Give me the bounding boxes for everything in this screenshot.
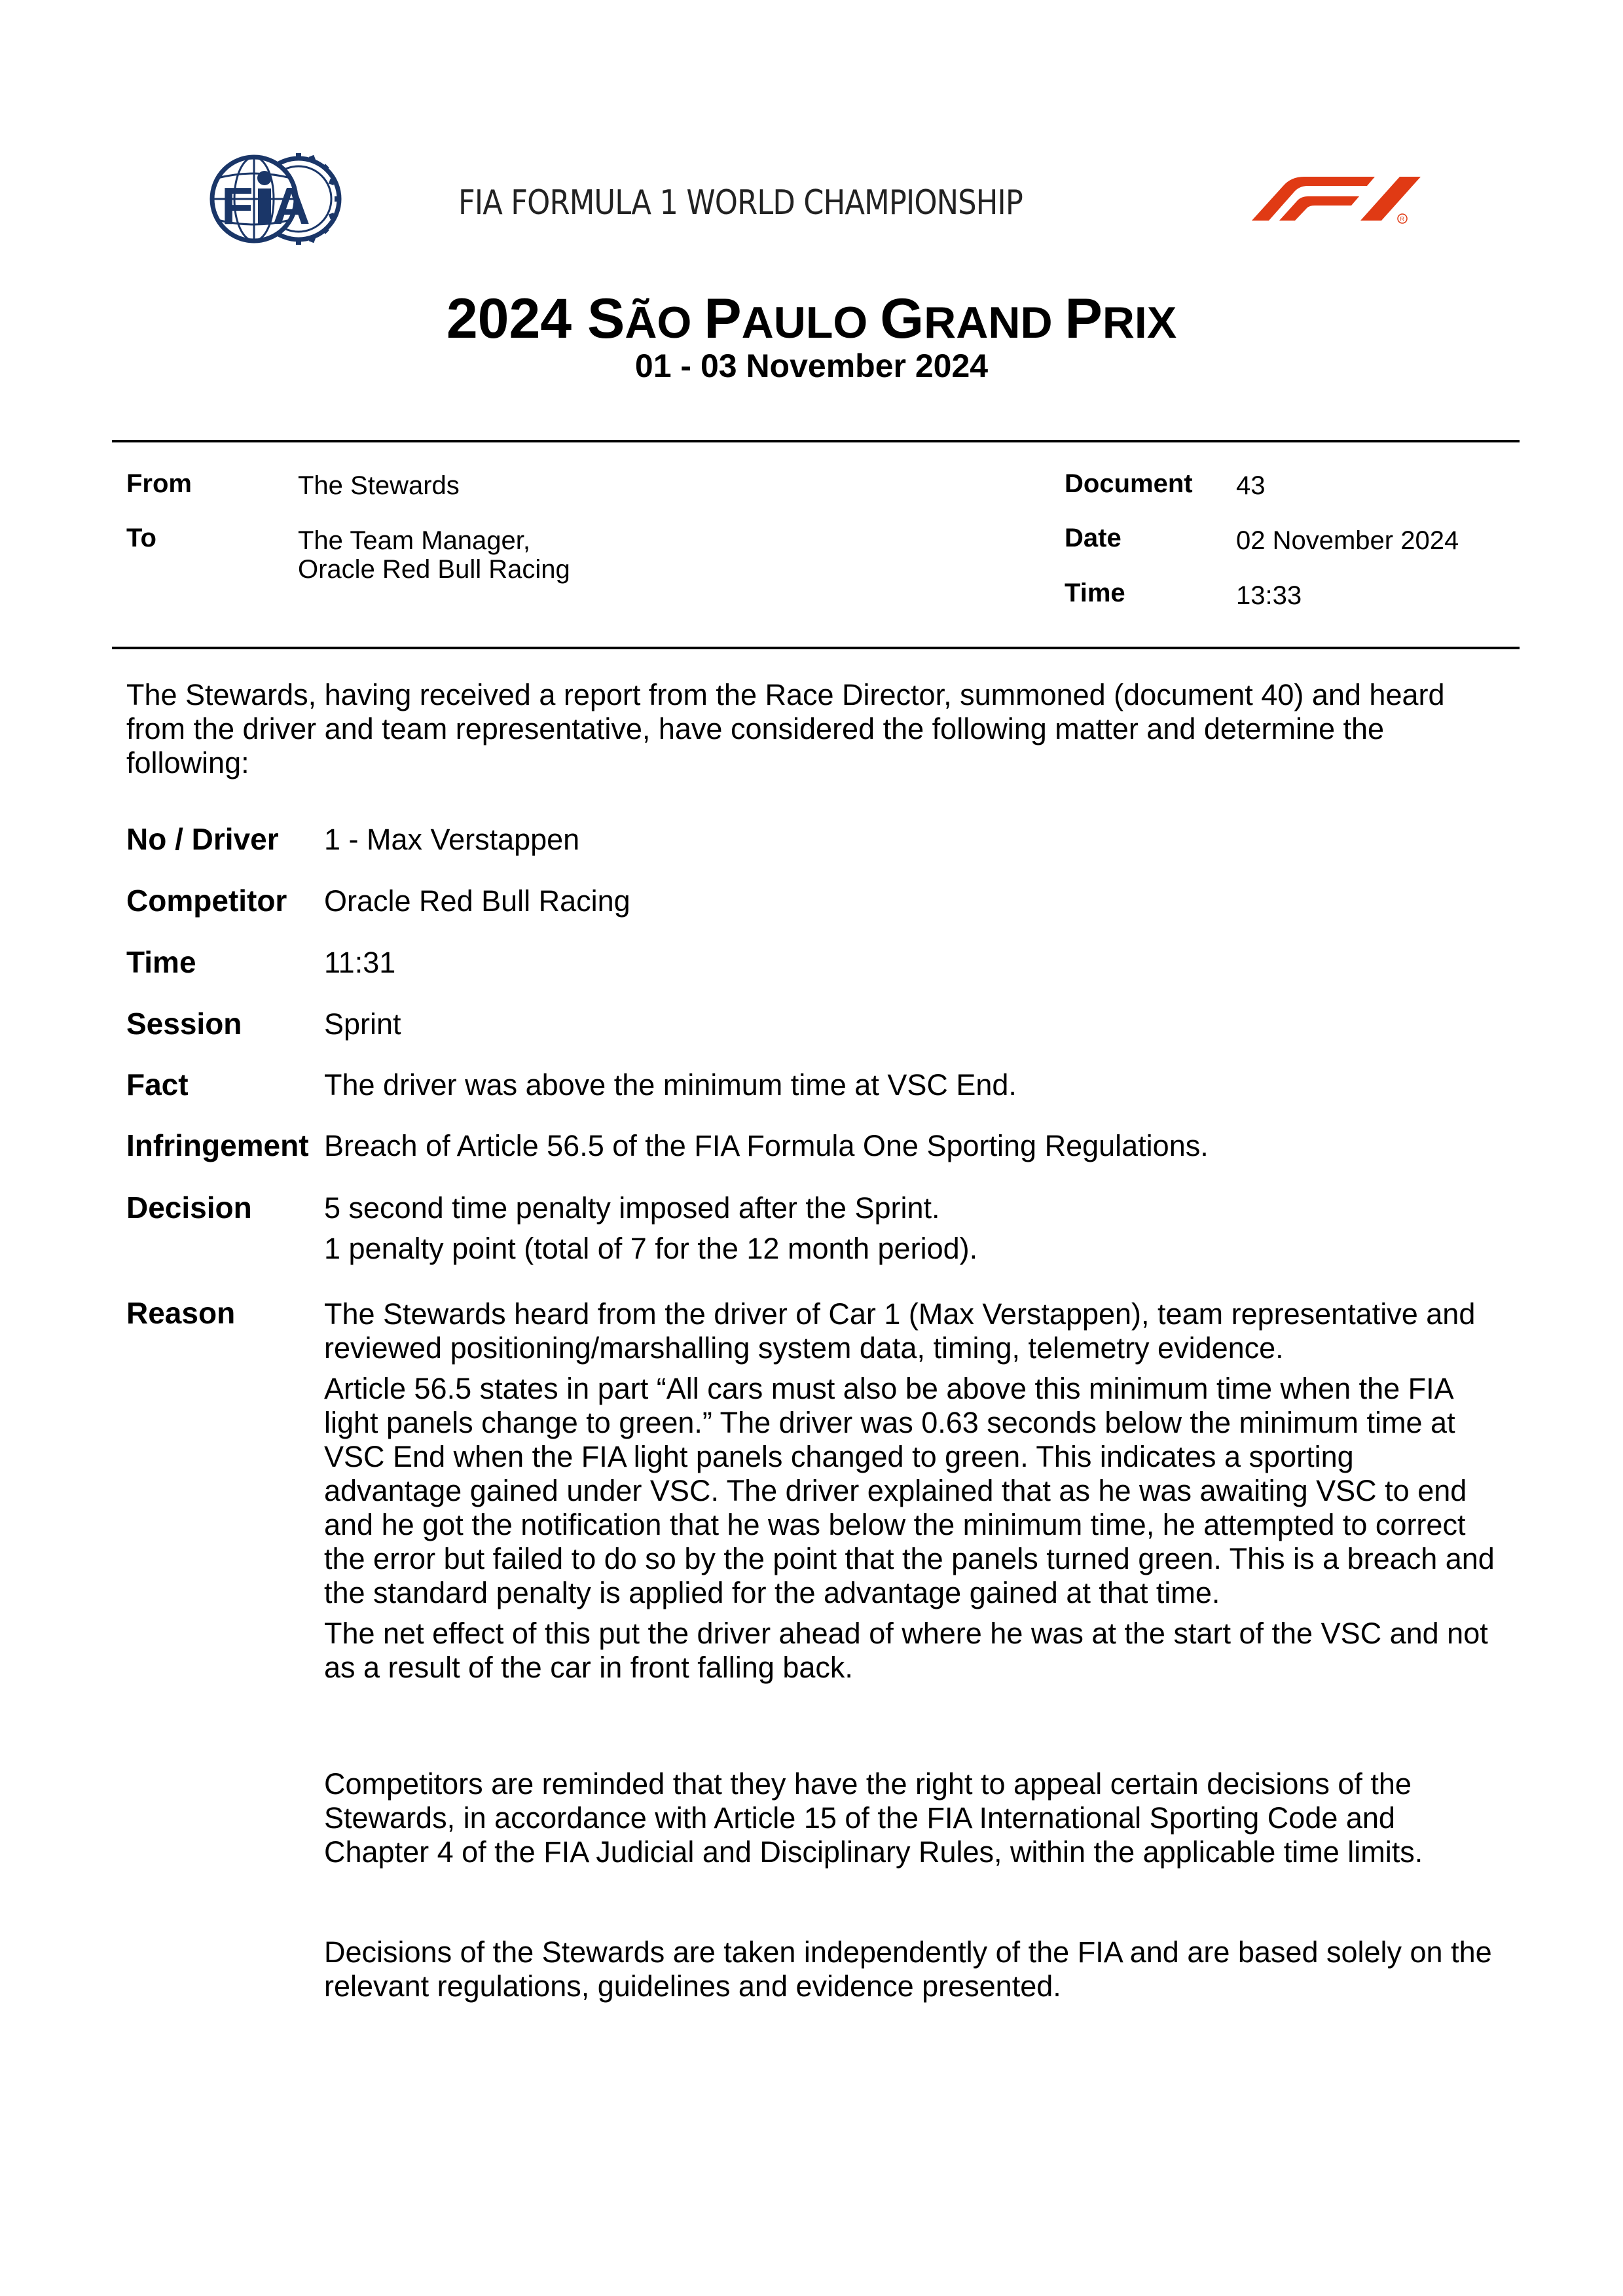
fia-logo-icon — [208, 152, 346, 247]
driver-label: No / Driver — [126, 822, 279, 856]
to-value-line1: The Team Manager, — [298, 526, 531, 555]
date-label: Date — [1065, 524, 1122, 552]
event-title: 2024 SÃO PAULO GRAND PRIX — [446, 287, 1177, 350]
session-value: Sprint — [324, 1007, 401, 1041]
session-label: Session — [126, 1007, 242, 1041]
to-value — [298, 526, 570, 584]
appeal-notice: Competitors are reminded that they have the right to appeal certain decisions of the Stewards, in accordance with Article 15 of the FIA International Sporting Code and Chapter 4 of the FIA Judicial and Disciplinary Rules, within the applicable time limits. — [324, 1767, 1423, 1869]
incident-time-value: 11:31 — [324, 946, 396, 979]
svg-text:F: F — [221, 177, 253, 235]
championship-title: FIA FORMULA 1 WORLD CHAMPIONSHIP — [458, 183, 1023, 223]
to-value-line2: Oracle Red Bull Racing — [298, 555, 570, 584]
time-value: 13:33 — [1236, 581, 1302, 610]
fact-label: Fact — [126, 1067, 189, 1102]
intro-paragraph: The Stewards, having received a report from the Race Director, summoned (document 40) and heard from the driver and team representative, have considered the following matter and determine the following: — [126, 678, 1445, 780]
decision-value — [324, 1191, 1503, 1272]
to-label: To — [126, 524, 156, 552]
divider-bottom — [112, 647, 1520, 649]
incident-time-label: Time — [126, 945, 196, 979]
document-label: Document — [1065, 469, 1193, 498]
reason-label: Reason — [126, 1296, 236, 1330]
competitor-value: Oracle Red Bull Racing — [324, 884, 630, 918]
svg-text:R: R — [1400, 215, 1404, 223]
f1-logo-icon — [1226, 171, 1422, 227]
decision-line-points: 1 penalty point (total of 7 for the 12 month period). — [324, 1232, 978, 1265]
from-label: From — [126, 469, 192, 498]
independence-notice: Decisions of the Stewards are taken independently of the FIA and are based solely on the relevant regulations, guidelines and evidence presented. — [324, 1935, 1492, 2003]
decision-line-penalty: 5 second time penalty imposed after the Sprint. — [324, 1191, 940, 1225]
svg-text:A: A — [272, 177, 310, 235]
time-label: Time — [1065, 579, 1125, 607]
from-value: The Stewards — [298, 471, 460, 500]
infringement-label: Infringement — [126, 1128, 309, 1162]
fact-value: The driver was above the minimum time at VSC End. — [324, 1068, 1017, 1102]
reason-paragraph-2: Article 56.5 states in part “All cars must also be above this minimum time when the FIA light panels change to green.” The driver was 0.63 seconds below the minimum time at VSC End when the FIA light panels changed to green. This indicates a sporting advantage gained under VSC. The driver explained that as he was awaiting VSC to end and he got the notification that he was below the minimum time, he attempted to correct the error but failed to do so by the point that the panels turned green. This is a breach and the standard penalty is applied for the advantage gained at that time. — [324, 1372, 1495, 1609]
competitor-label: Competitor — [126, 884, 287, 918]
event-dates: 01 - 03 November 2024 — [634, 348, 989, 384]
date-value: 02 November 2024 — [1236, 526, 1459, 555]
divider-top — [112, 440, 1520, 442]
infringement-value: Breach of Article 56.5 of the FIA Formula One Sporting Regulations. — [324, 1129, 1209, 1162]
reason-value — [324, 1297, 1496, 1691]
reason-paragraph-1: The Stewards heard from the driver of Car 1 (Max Verstappen), team representative and reviewed positioning/marshalling system data, timing, telemetry evidence. — [324, 1297, 1476, 1365]
reason-paragraph-3: The net effect of this put the driver ahead of where he was at the start of the VSC and not as a result of the car in front falling back. — [324, 1617, 1488, 1684]
decision-label: Decision — [126, 1191, 252, 1225]
driver-value: 1 - Max Verstappen — [324, 823, 580, 856]
document-number: 43 — [1236, 471, 1266, 500]
